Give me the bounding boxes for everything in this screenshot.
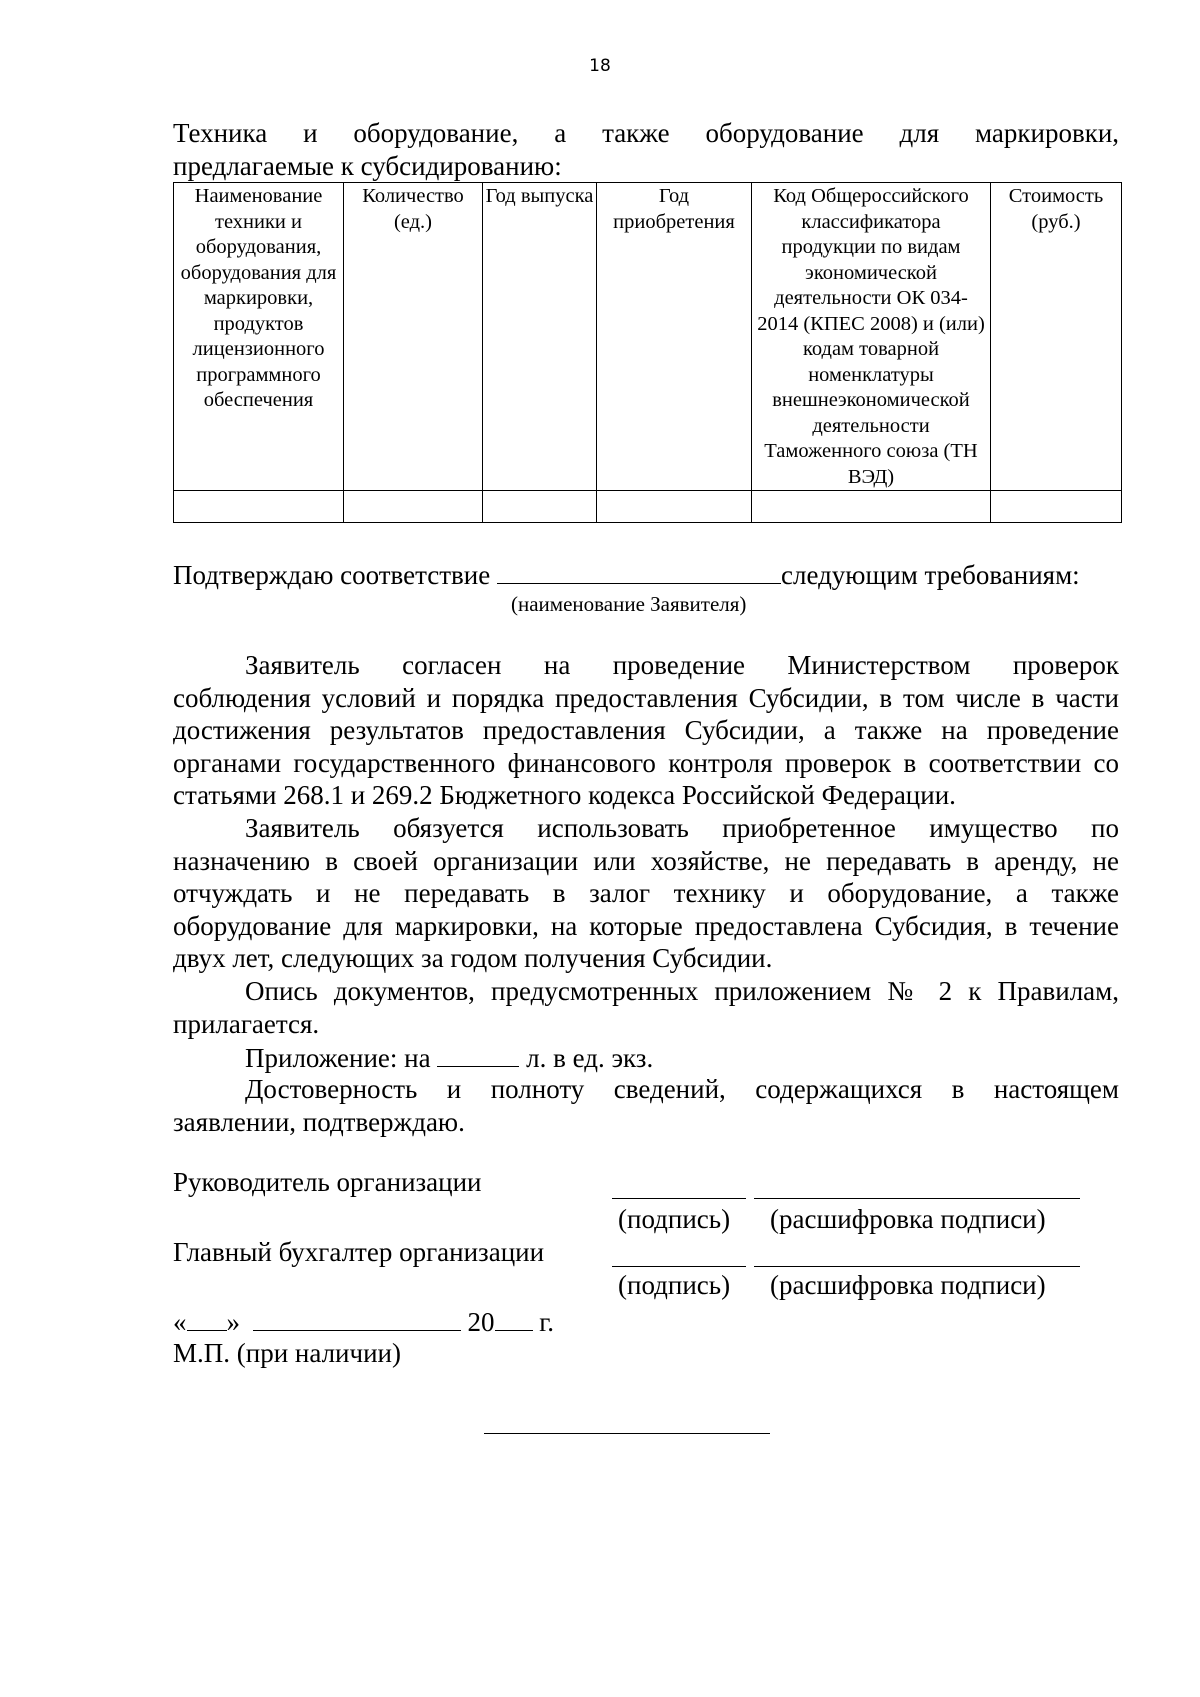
paragraph-obligation: Заявитель обязуется использовать приобретенное имущество по назначению в своей организации или хозяйстве, не передавать в аренду, не отчуждать и не передавать в залог технику и оборудование, а также оборудование для маркировки, на которые предоставлена Субсидия, в течение двух лет, следующих за годом получения Субсидии. [173, 813, 1119, 973]
table-cell [752, 491, 991, 523]
header-year-of-acquisition: Год приобретения [597, 183, 752, 491]
chief-accountant-label: Главный бухгалтер организации [173, 1237, 545, 1267]
header-classifier-code: Код Общероссийского классификатора продукции по видам экономической деятельности ОК 034-2014 (КПЕС 2008) и (или) кодам товарной номенклатуры внешнеэкономической деятельности Таможенного союза (ТН ВЭД) [752, 183, 991, 491]
header-cost: Стоимость (руб.) [991, 183, 1122, 491]
page-number: 18 [589, 56, 611, 76]
paragraph-attachment: Приложение: на л. в ед. экз. [173, 1040, 1119, 1075]
month-blank [253, 1304, 461, 1331]
header-equipment-name: Наименование техники и оборудования, оборудования для маркировки, продуктов лицензионного программного обеспечения [174, 183, 344, 491]
table-cell [344, 491, 483, 523]
paragraph-consent: Заявитель согласен на проведение Министерством проверок соблюдения условий и порядка предоставления Субсидии, в том числе в части достижения результатов предоставления Субсидии, а также на проведение органами государственного финансового контроля проверок в соответствии со статьями 268.1 и 269.2 Бюджетного кодекса Российской Федерации. [173, 650, 1119, 810]
paragraph-accuracy: Достоверность и полноту сведений, содержащихся в настоящем заявлении, подтверждаю. [173, 1074, 1119, 1137]
intro-line-1: Техника и оборудование, а также оборудование для маркировки, [173, 118, 1120, 148]
intro-line-2: предлагаемые к субсидированию: [173, 150, 562, 181]
equipment-table [173, 182, 1122, 523]
accountant-signature-line [612, 1266, 746, 1267]
applicant-name-blank [497, 557, 781, 584]
head-decode-caption: (расшифровка подписи) [770, 1204, 1046, 1234]
closing-separator-line [484, 1433, 770, 1434]
head-of-organization-label: Руководитель организации [173, 1167, 482, 1197]
confirm-prefix: Подтверждаю соответствие [173, 560, 491, 590]
date-row: « » 20 г. [173, 1304, 554, 1338]
header-year-of-manufacture: Год выпуска [483, 183, 597, 491]
table-cell [597, 491, 752, 523]
head-decode-line [754, 1198, 1080, 1199]
accountant-decode-caption: (расшифровка подписи) [770, 1270, 1046, 1300]
table-cell [991, 491, 1122, 523]
day-blank [187, 1304, 227, 1331]
table-cell [174, 491, 344, 523]
confirmation-line [173, 557, 1119, 591]
table-intro [173, 117, 1119, 182]
year-blank [495, 1304, 533, 1331]
stamp-note: М.П. (при наличии) [173, 1338, 401, 1368]
confirm-suffix: следующим требованиям: [780, 560, 1080, 590]
accountant-decode-line [754, 1266, 1080, 1267]
paragraph-document-list: Опись документов, предусмотренных приложением № 2 к Правилам, прилагается. [173, 976, 1119, 1039]
head-signature-line [612, 1198, 746, 1199]
accountant-signature-caption: (подпись) [618, 1270, 731, 1300]
table-header-row [174, 183, 1122, 491]
applicant-name-caption: (наименование Заявителя) [511, 592, 747, 616]
header-quantity: Количество (ед.) [344, 183, 483, 491]
sheet-count-blank [437, 1040, 519, 1067]
table-row [174, 491, 1122, 523]
table-cell [483, 491, 597, 523]
head-signature-caption: (подпись) [618, 1204, 731, 1234]
